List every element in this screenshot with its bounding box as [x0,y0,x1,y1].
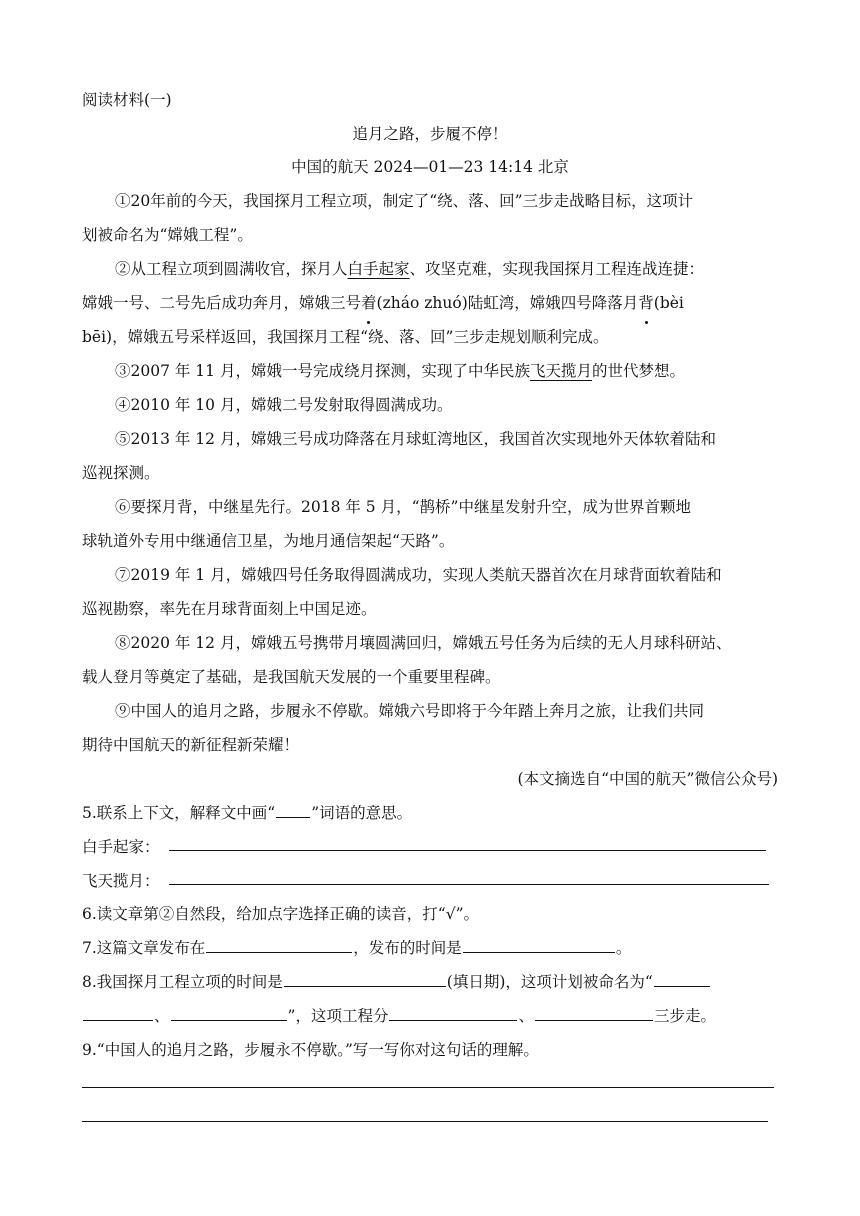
question-8-text: (填日期)，这项计划被命名为“ [446,973,653,991]
paragraph-3-text: ③2007 年 11 月，嫦娥一号完成绕月探测，实现了中华民族 [115,362,530,380]
paragraph-7-line-2: 巡视勘察，率先在月球背面刻上中国足迹。 [82,600,377,618]
paragraph-9-line-1: ⑨中国人的追月之路，步履永不停歇。嫦娥六号即将于今年踏上奔月之旅，让我们共同 [115,702,705,720]
article-byline: 中国的航天 2024—01—23 14:14 北京 [291,158,569,176]
paragraph-1-line-1: ①20年前的今天，我国探月工程立项，制定了“绕、落、回”三步走战略目标，这项计 [115,192,694,210]
answer-line-feitianlanyue[interactable] [169,884,769,885]
paragraph-2-text: (zháo zhuó)陆虹湾，嫦娥四号降落月 [376,294,639,312]
paragraph-8-line-2: 载人登月等奠定了基础，是我国航天发展的一个重要里程碑。 [82,668,501,686]
paragraph-3-text: 的世代梦想。 [591,362,685,380]
question-5-item-1-label: 白手起家： [82,838,160,856]
question-5-item-2 [82,864,782,898]
underlined-term-baishouqijia: 白手起家 [347,260,410,278]
answer-blank-name-part-1-cont[interactable] [83,1003,153,1021]
paragraph-7-line-1: ⑦2019 年 1 月，嫦娥四号任务取得圆满成功，实现人类航天器首次在月球背面软着陆和 [115,566,722,584]
question-5-item-1 [82,830,782,864]
paragraph-9-line-2: 期待中国航天的新征程新荣耀！ [82,736,300,754]
answer-blank-step-1[interactable] [389,1003,517,1021]
question-8-text: ”，这项工程分 [287,1007,389,1025]
question-8-text: 、 [154,1007,170,1025]
question-7-text: ，发布的时间是 [353,939,462,957]
paragraph-6-line-2: 球轨道外专用中继通信卫星，为地月通信架起“天路”。 [82,532,455,550]
underline-sample [276,800,310,818]
paragraph-5-line-1: ⑤2013 年 12 月，嫦娥三号成功降落在月球虹湾地区，我国首次实现地外天体软着陆和 [115,430,716,448]
question-5-item-2-label: 飞天揽月： [82,872,160,890]
answer-line-q9-2[interactable] [82,1121,768,1122]
paragraph-2-text: 、攻坚克难，实现我国探月工程连战连捷： [409,260,705,278]
paragraph-2-line-1 [115,252,782,286]
answer-line-q9-1[interactable] [82,1087,774,1088]
question-8-text: 8.我国探月工程立项的时间是 [82,973,283,991]
question-7-text: 7.这篇文章发布在 [82,939,206,957]
underlined-term-feitianlanyue: 飞天揽月 [529,362,592,380]
question-8-text: 三步走。 [653,1007,716,1025]
question-8-line-2 [82,999,782,1033]
paragraph-2-line-3: bēi)，嫦娥五号采样返回，我国探月工程“绕、落、回”三步走规划顺利完成。 [82,328,609,346]
paragraph-8-line-1: ⑧2020 年 12 月，嫦娥五号携带月壤圆满回归，嫦娥五号任务为后续的无人月球科研站、 [115,634,732,652]
answer-blank-publisher[interactable] [206,935,352,953]
answer-blank-publish-time[interactable] [463,935,615,953]
paragraph-4: ④2010 年 10 月，嫦娥二号发射取得圆满成功。 [115,396,453,414]
dotted-char-bei: 背 [638,286,654,320]
paragraph-3 [115,354,782,388]
paragraph-6-line-1: ⑥要探月背，中继星先行。2018 年 5 月，“鹊桥”中继星发射升空，成为世界首颗地 [115,498,691,516]
paragraph-2-text: ②从工程立项到圆满收官，探月人 [115,260,348,278]
article-title: 追月之路，步履不停！ [352,125,508,143]
paragraph-2-line-2 [82,286,782,320]
paragraph-2-text: (bèi [653,294,684,312]
question-8-line-1 [82,965,782,999]
section-title: 阅读材料(一) [82,91,172,109]
question-6: 6.读文章第②自然段，给加点字选择正确的读音，打“√”。 [82,905,480,923]
paragraph-5-line-2: 巡视探测。 [82,464,160,482]
paragraph-2-text: 嫦娥一号、二号先后成功奔月，嫦娥三号 [82,294,362,312]
dotted-char-zhao: 着 [361,286,377,320]
question-9: 9.“中国人的追月之路，步履永不停歇。”写一写你对这句话的理解。 [82,1041,539,1059]
answer-line-baishouqijia[interactable] [169,850,766,851]
question-5-text: 5.联系上下文，解释文中画“ [82,804,276,822]
question-7 [82,931,782,965]
answer-blank-step-2[interactable] [535,1003,653,1021]
question-8-text: 、 [518,1007,534,1025]
answer-blank-date[interactable] [284,969,446,987]
paragraph-1-line-2: 划被命名为“嫦娥工程”。 [82,226,253,244]
article-source: (本文摘选自“中国的航天”微信公众号) [517,770,778,788]
question-7-text: 。 [615,939,632,957]
answer-blank-name-part-2[interactable] [171,1003,287,1021]
question-5-text: ”词语的意思。 [311,804,413,822]
answer-blank-name-part-1[interactable] [654,969,710,987]
question-5 [82,796,782,830]
